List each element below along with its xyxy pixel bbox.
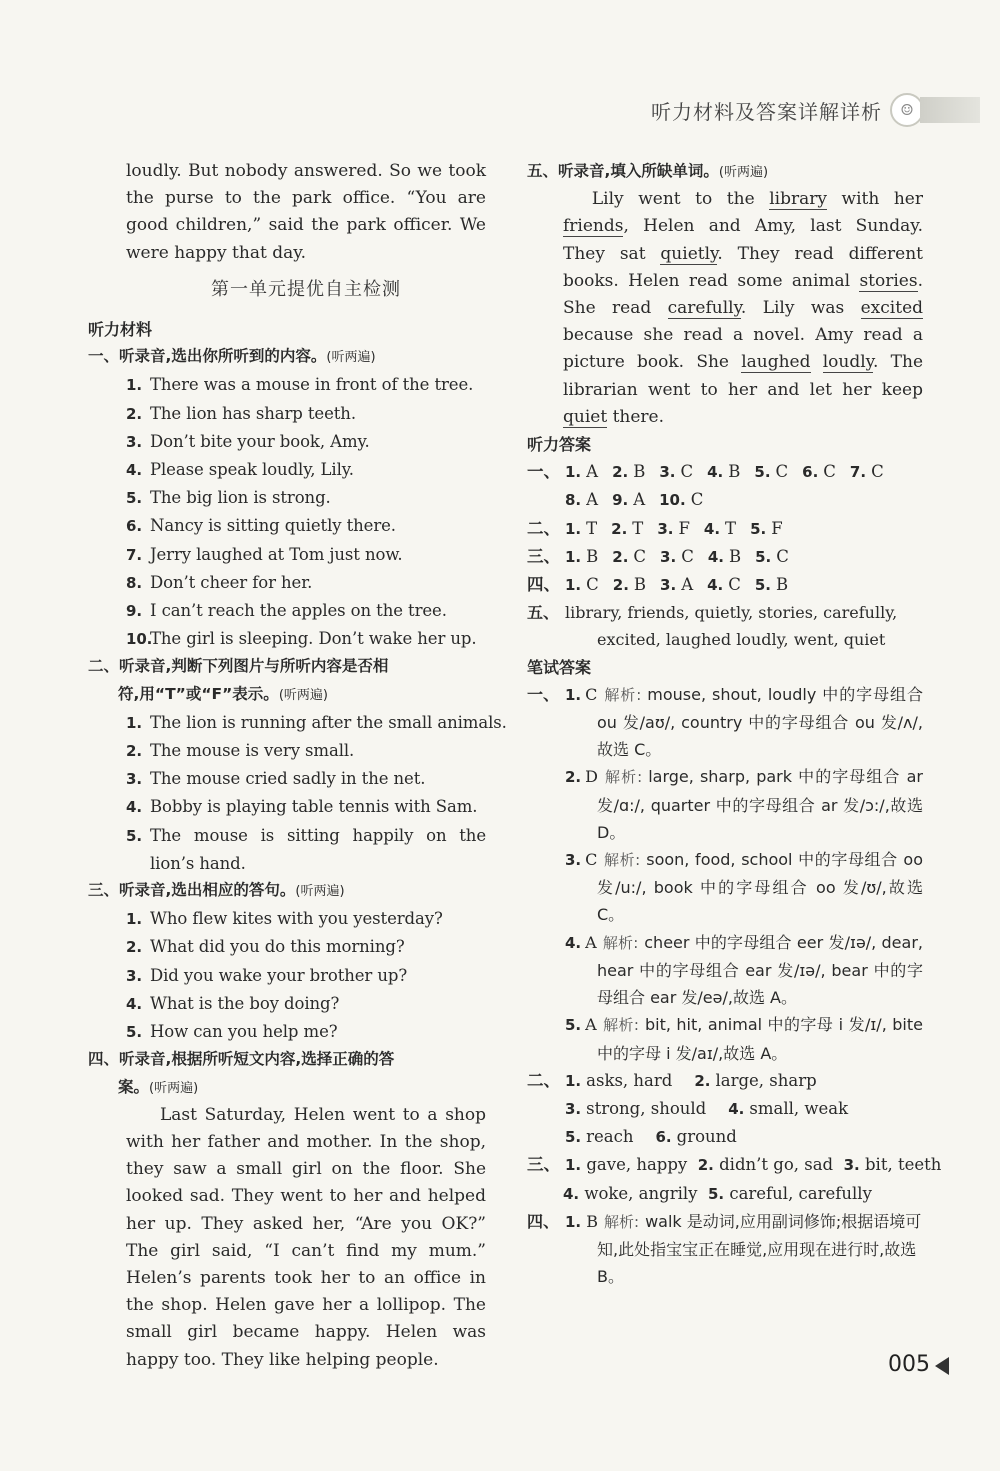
list-item: 3. Don’t bite your book, Amy. bbox=[126, 431, 370, 451]
question-4-title: 四、听录音,根据所听短文内容,选择正确的答 bbox=[88, 1050, 395, 1069]
list-item: 1. There was a mouse in front of the tree. bbox=[126, 375, 474, 395]
intro-line: were happy that day. bbox=[126, 242, 306, 263]
answer-row: 4. woke, angrily 5. careful, carefully bbox=[563, 1183, 872, 1203]
page-number: 005 bbox=[888, 1352, 930, 1377]
section-title-listening: 听力材料 bbox=[88, 320, 153, 340]
written-answers-q2 bbox=[527, 1067, 923, 1152]
list-item: 5. The mouse is sitting happily on the lion’s hand. bbox=[126, 825, 486, 873]
question-5-title: 五、听录音,填入所缺单词。(听两遍) bbox=[527, 162, 769, 180]
list-item: 4. What is the boy doing? bbox=[126, 993, 340, 1013]
list-item: 4. Bobby is playing table tennis with Sam. bbox=[126, 797, 478, 817]
answer-row: 一、 1. A 2. B 3. C 4. B 5. C 6. C 7. C bbox=[527, 462, 884, 482]
answer-row: 四、 1. B 解析: walk 是动词,应用副词修饰;根据语境可知,此处指宝宝正在睡觉,应用现在进行时,故选 B。 bbox=[527, 1211, 922, 1287]
play-twice-note: (听两遍) bbox=[295, 884, 345, 900]
answer-row: 三、 1. B 2. C 3. C 4. B 5. C bbox=[527, 546, 789, 566]
question-text: 一、听录音,选出你所听到的内容。 bbox=[88, 347, 327, 366]
triangle-left-icon bbox=[935, 1357, 949, 1375]
list-item: 3. The mouse cried sadly in the net. bbox=[126, 769, 426, 789]
left-column bbox=[88, 158, 507, 1374]
section-title-listening-answers: 听力答案 bbox=[527, 435, 592, 455]
list-item: 2. The mouse is very small. bbox=[126, 741, 355, 761]
page-header bbox=[651, 88, 980, 132]
answer-blank: quietly bbox=[660, 243, 718, 264]
question-1-title bbox=[88, 343, 486, 371]
written-answers bbox=[527, 681, 923, 1067]
fill-in-passage: Lily went to the library with her friends, Helen and Amy, last Sunday. They sat quietly. They read different books. Helen read some animal stories. She read carefully. Lily was excited because she read a novel. Amy read a picture book. She laughed loudly. The librarian went to her and let her keep quiet there. bbox=[563, 189, 924, 427]
question-2-title: 二、听录音,判断下列图片与所听内容是否相 bbox=[88, 657, 389, 676]
written-answers-q3 bbox=[527, 1151, 942, 1207]
list-item: 6. Nancy is sitting quietly there. bbox=[126, 516, 396, 536]
unit-title: 第一单元提优自主检测 bbox=[211, 278, 401, 300]
answer-row: 3. C 解析: soon, food, school 中的字母组合 oo 发/u:/, book 中的字母组合 oo 发/ʊ/,故选 C。 bbox=[565, 850, 923, 925]
answer-row: 5. A 解析: bit, hit, animal 中的字母 i 发/ɪ/, bite 中的字母 i 发/aɪ/,故选 A。 bbox=[565, 1015, 923, 1063]
smiley-icon: ☺ bbox=[890, 93, 924, 127]
list-item: 9. I can’t reach the apples on the tree. bbox=[126, 601, 447, 621]
play-twice-note: (听两遍) bbox=[278, 687, 328, 703]
answer-blank: friends bbox=[563, 216, 624, 237]
section-title-written-answers: 笔试答案 bbox=[527, 657, 592, 677]
list-item: 1. The lion is running after the small animals. bbox=[126, 712, 507, 732]
question-3-title: 三、听录音,选出相应的答句。(听两遍) bbox=[88, 881, 345, 900]
answer-row: 2. D 解析: large, sharp, park 中的字母组合 ar 发/ɑ:/, quarter 中的字母组合 ar 发/ɔ:/,故选 D。 bbox=[565, 767, 923, 842]
answer-row: 二、 1. asks, hard 2. large, sharp bbox=[527, 1070, 817, 1090]
answer-row: 三、 1. gave, happy 2. didn’t go, sad 3. bit, teeth bbox=[527, 1155, 942, 1175]
written-answers-q4 bbox=[527, 1208, 923, 1291]
list-item: 5. The big lion is strong. bbox=[126, 488, 331, 508]
list-item: 3. Did you wake your brother up? bbox=[126, 965, 408, 985]
question-2-title-cont: 符,用“T”或“F”表示。(听两遍) bbox=[118, 684, 328, 703]
right-column bbox=[527, 158, 942, 1290]
list-item: 2. What did you do this morning? bbox=[126, 937, 405, 957]
list-item: 8. Don’t cheer for her. bbox=[126, 572, 313, 592]
question-4-title-cont: 案。(听两遍) bbox=[118, 1077, 199, 1096]
answer-row: 一、 1. C 解析: mouse, shout, loudly 中的字母组合 ou 发/aʊ/, country 中的字母组合 ou 发/ʌ/,故选 C。 bbox=[527, 684, 923, 760]
list-item: 5. How can you help me? bbox=[126, 1022, 338, 1042]
play-twice-note: (听两遍) bbox=[326, 350, 376, 366]
list-item: 4. Please speak loudly, Lily. bbox=[126, 460, 354, 480]
answer-row: 4. A 解析: cheer 中的字母组合 eer 发/ɪə/, dear, hear 中的字母组合 ear 发/ɪə/, bear 中的字母组合 ear 发/eə/,故选 A。 bbox=[565, 932, 923, 1008]
play-twice-note: (听两遍) bbox=[718, 165, 769, 180]
answer-blank: carefully bbox=[667, 298, 741, 319]
list-item: 1. Who flew kites with you yesterday? bbox=[126, 909, 443, 929]
answer-row: 二、 1. T 2. T 3. F 4. T 5. F bbox=[527, 518, 783, 538]
header-title: 听力材料及答案详解详析 bbox=[651, 99, 882, 124]
answer-row: 5. reach 6. ground bbox=[565, 1127, 737, 1147]
answer-row: 四、 1. C 2. B 3. A 4. C 5. B bbox=[527, 575, 789, 595]
listening-answers bbox=[527, 458, 923, 599]
intro-line: loudly. But nobody answered. So we took bbox=[126, 161, 486, 181]
answer-blank: quiet bbox=[563, 406, 608, 427]
answer-blank: library bbox=[769, 189, 827, 210]
list-item: 7. Jerry laughed at Tom just now. bbox=[126, 544, 403, 564]
list-item: 10.The girl is sleeping. Don’t wake her up. bbox=[126, 629, 477, 649]
header-decor-bar bbox=[920, 97, 980, 123]
answer-blank: stories bbox=[859, 270, 918, 291]
answer-blank: loudly bbox=[822, 352, 874, 373]
passage: Last Saturday, Helen went to a shop with her father and mother. In the shop, they saw a small girl on the floor. She looked sad. They went to her and helped her up. They asked her, “Are you OK?” The girl said, “I can’t find my mum.” Helen’s parents took her to an office in the shop. Helen gave her a lollipop. The small girl became happy. Helen was happy too. They like helping people. bbox=[126, 1104, 486, 1370]
play-twice-note: (听两遍) bbox=[149, 1080, 199, 1096]
answer-row: 8. A 9. A 10. C bbox=[565, 490, 704, 510]
answer-row: 3. strong, should 4. small, weak bbox=[565, 1098, 849, 1118]
list-item: 2. The lion has sharp teeth. bbox=[126, 403, 356, 423]
intro-line: good children,” said the park officer. We bbox=[126, 215, 486, 236]
answer-blank: laughed bbox=[741, 352, 811, 373]
intro-line: the purse to the park office. “You are bbox=[126, 188, 486, 209]
answer-blank: excited bbox=[860, 298, 924, 319]
answer-row: 五、 library, friends, quietly, stories, carefully, excited, laughed loudly, went, quiet bbox=[527, 603, 898, 650]
